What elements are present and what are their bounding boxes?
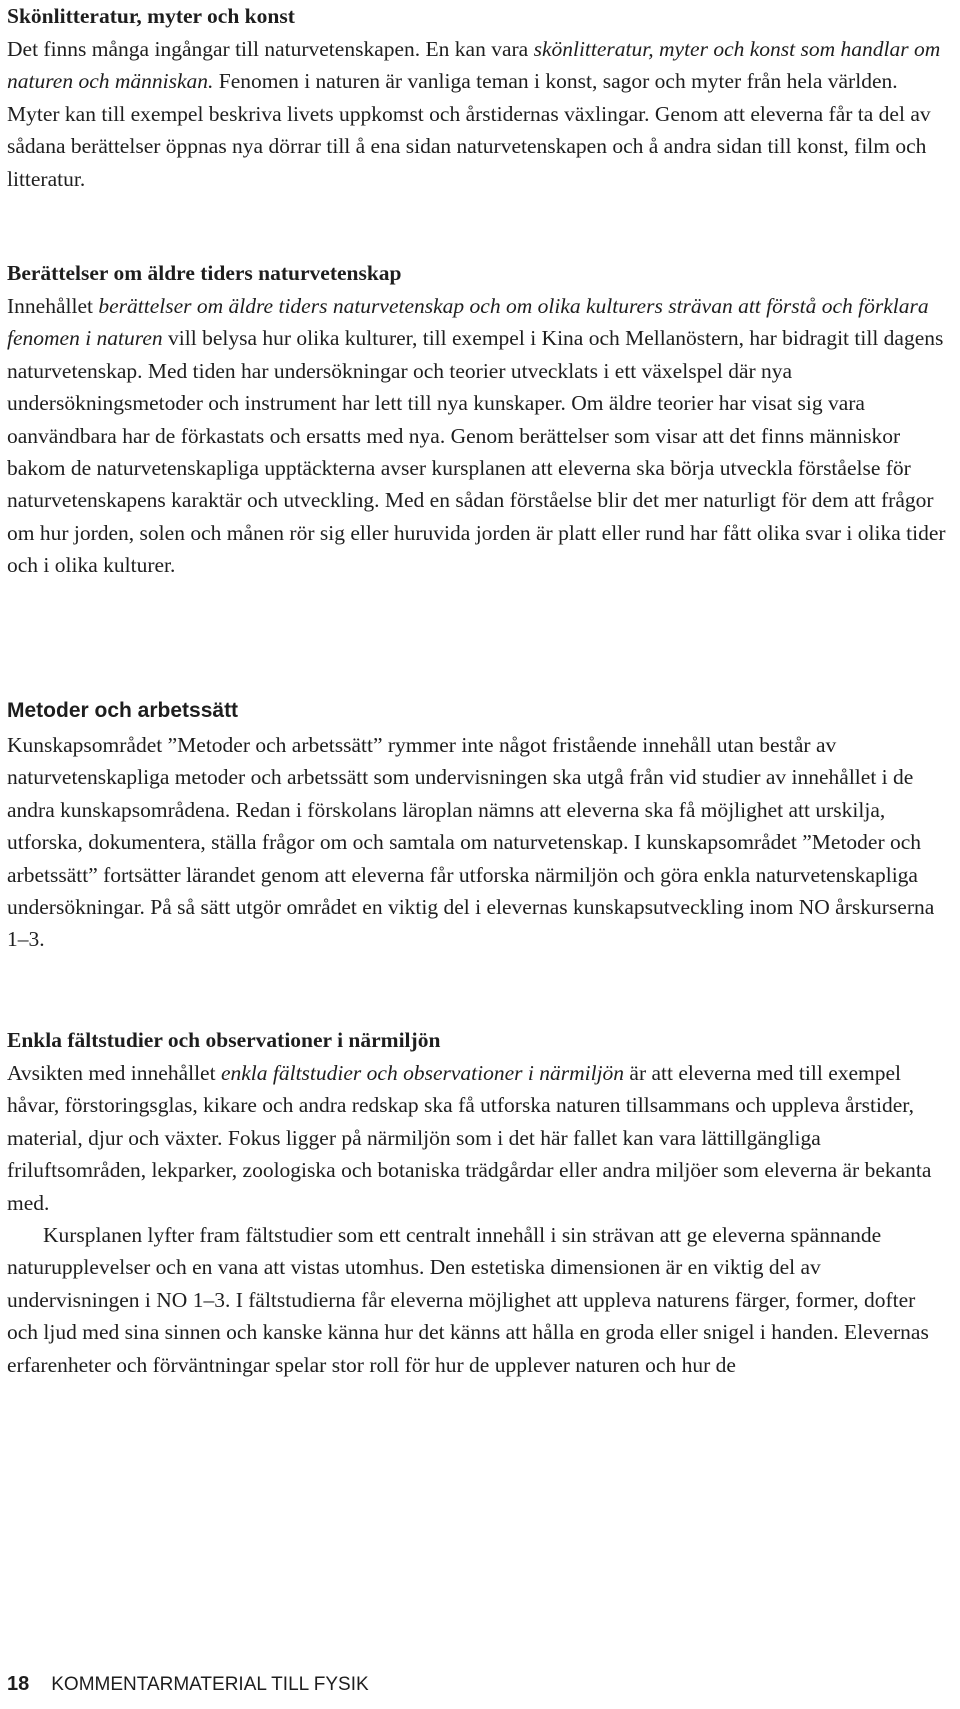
page-number: 18 <box>7 1673 30 1695</box>
section-berattelser <box>7 258 947 582</box>
section-heading: Enkla fältstudier och observationer i närmiljön <box>7 1028 441 1052</box>
footer-title: KOMMENTARMATERIAL TILL FYSIK <box>51 1674 369 1695</box>
paragraph: Avsikten med innehållet enkla fältstudier och observationer i närmiljön är att eleverna med till exempel håvar, förstoringsglas, kikare och andra redskap ska få utforska naturen tillsammans och uppleva årstider, material, djur och växter. Fokus ligger på närmiljön som i det här fallet kan vara lättillgängliga friluftsområden, lekparker, zoologiska och botaniska trädgårdar eller andra miljöer som eleverna är bekanta med. <box>7 1061 932 1215</box>
section-skonlitteratur <box>7 0 947 195</box>
section-metoder <box>7 696 947 956</box>
paragraph: Det finns många ingångar till naturvetenskapen. En kan vara skönlitteratur, myter och konst som handlar om naturen och människan. Fenomen i naturen är vanliga teman i konst, sagor och myter från hela världen. Myter kan till exempel beskriva livets uppkomst och årstidernas växlingar. Genom att eleverna får ta del av sådana berättelser öppnas nya dörrar till å ena sidan naturvetenskapen och å andra sidan till konst, film och litteratur. <box>7 37 941 191</box>
section-heading: Berättelser om äldre tiders naturvetenskap <box>7 261 402 285</box>
section-heading: Metoder och arbetssätt <box>7 699 239 722</box>
section-heading: Skönlitteratur, myter och konst <box>7 4 295 28</box>
paragraph: Kunskapsområdet ”Metoder och arbetssätt” rymmer inte något fristående innehåll utan består av naturvetenskapliga metoder och arbetssätt som undervisningen ska utgå från vid studier av innehållet i de andra kunskapsområdena. Redan i förskolans läroplan nämns att eleverna ska få möjlighet att urskilja, utforska, dokumentera, ställa frågor om och samtala om naturvetenskap. I kunskapsområdet ”Metoder och arbetssätt” fortsätter lärandet genom att eleverna får utforska närmiljön och göra enkla naturvetenskapliga undersökningar. På så sätt utgör området en viktig del i elevernas kunskapsutveckling inom NO årskurserna 1–3. <box>7 733 935 952</box>
section-faltstudier <box>7 1025 947 1381</box>
paragraph: Innehållet berättelser om äldre tiders naturvetenskap och om olika kulturers strävan att förstå och förklara fenomen i naturen vill belysa hur olika kulturer, till exempel i Kina och Mellanöstern, har bidragit till dagens naturvetenskap. Med tiden har undersökningar och teorier utvecklats i ett växelspel där nya undersökningsmetoder och instrument har lett till nya kunskaper. Om äldre teorier har visat sig vara oanvändbara har de förkastats och ersatts med nya. Genom berättelser som visar att det finns människor bakom de naturvetenskapliga upptäckterna avser kursplanen att eleverna ska börja utveckla förståelse för naturvetenskapens karaktär och utveckling. Med en sådan förståelse blir det mer naturligt för dem att frågor om hur jorden, solen och månen rör sig eller huruvida jorden är platt eller rund har fått olika svar i olika tider och i olika kulturer. <box>7 294 946 578</box>
paragraph: Kursplanen lyfter fram fältstudier som ett centralt innehåll i sin strävan att ge eleverna spännande naturupplevelser och en vana att vistas utomhus. Den estetiska dimensionen är en viktig del av undervisningen i NO 1–3. I fältstudierna får eleverna möjlighet att uppleva naturens färger, former, dofter och ljud med sina sinnen och kanske känna hur det känns att hålla en groda eller snigel i handen. Elevernas erfarenheter och förväntningar spelar stor roll för hur de upplever naturen och hur de <box>7 1223 929 1377</box>
page-footer <box>7 1672 369 1697</box>
